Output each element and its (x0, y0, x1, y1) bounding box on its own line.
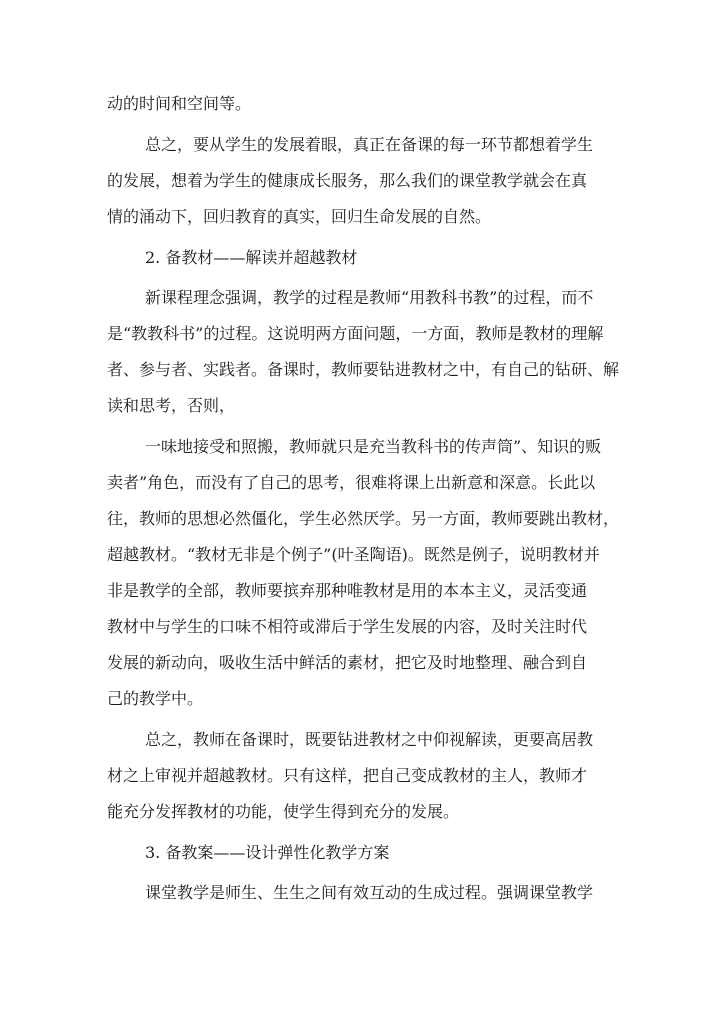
text-line: 动的时间和空间等。 (107, 94, 252, 113)
text-line: 非是教学的全部，教师要摈弃那种唯教材是用的本本主义，灵活变通 (107, 581, 588, 600)
section-heading-3: 3. 备教案——设计弹性化教学方案 (145, 843, 390, 862)
text-line: 往，教师的思想必然僵化，学生必然厌学。另一方面，教师要跳出教材， (107, 509, 620, 528)
text-line: 己的教学中。 (107, 689, 204, 708)
text-line: 能充分发挥教材的功能，使学生得到充分的发展。 (107, 802, 460, 821)
paragraph-start-line: 一味地接受和照搬，教师就只是充当教科书的传声筒”、知识的贩 (145, 437, 602, 456)
paragraph-start-line: 总之，教师在备课时，既要钻进教材之中仰视解读，更要高居教 (145, 730, 594, 749)
text-line: 读和思考，否则， (107, 396, 236, 415)
text-line: 卖者”角色，而没有了自己的思考，很难将课上出新意和深意。长此以 (107, 473, 596, 492)
text-line: 教材中与学生的口味不相符或滞后于学生发展的内容，及时关注时代 (107, 617, 588, 636)
section-heading-2: 2. 备教材——解读并超越教材 (145, 248, 358, 267)
paragraph-start-line: 课堂教学是师生、生生之间有效互动的生成过程。强调课堂教学 (145, 883, 594, 902)
text-line: 的发展，想着为学生的健康成长服务，那么我们的课堂教学就会在真 (107, 171, 588, 190)
paragraph-start-line: 新课程理念强调，教学的过程是教师“用教科书教”的过程，而不 (145, 288, 594, 307)
paragraph-start-line: 总之，要从学生的发展着眼，真正在备课的每一环节都想着学生 (145, 135, 594, 154)
text-line: 情的涌动下，回归教育的真实，回归生命发展的自然。 (107, 207, 492, 226)
text-line: 者、参与者、实践者。备课时，教师要钻进教材之中，有自己的钻研、解 (107, 360, 620, 379)
text-line: 超越教材。“教材无非是个例子”(叶圣陶语)。既然是例子，说明教材并 (107, 545, 600, 564)
text-line: 发展的新动向，吸收生活中鲜活的素材，把它及时地整理、融合到自 (107, 653, 588, 672)
text-line: 材之上审视并超越教材。只有这样，把自己变成教材的主人，教师才 (107, 766, 588, 785)
text-line: 是“教教科书”的过程。这说明两方面问题，一方面，教师是教材的理解 (107, 324, 604, 343)
